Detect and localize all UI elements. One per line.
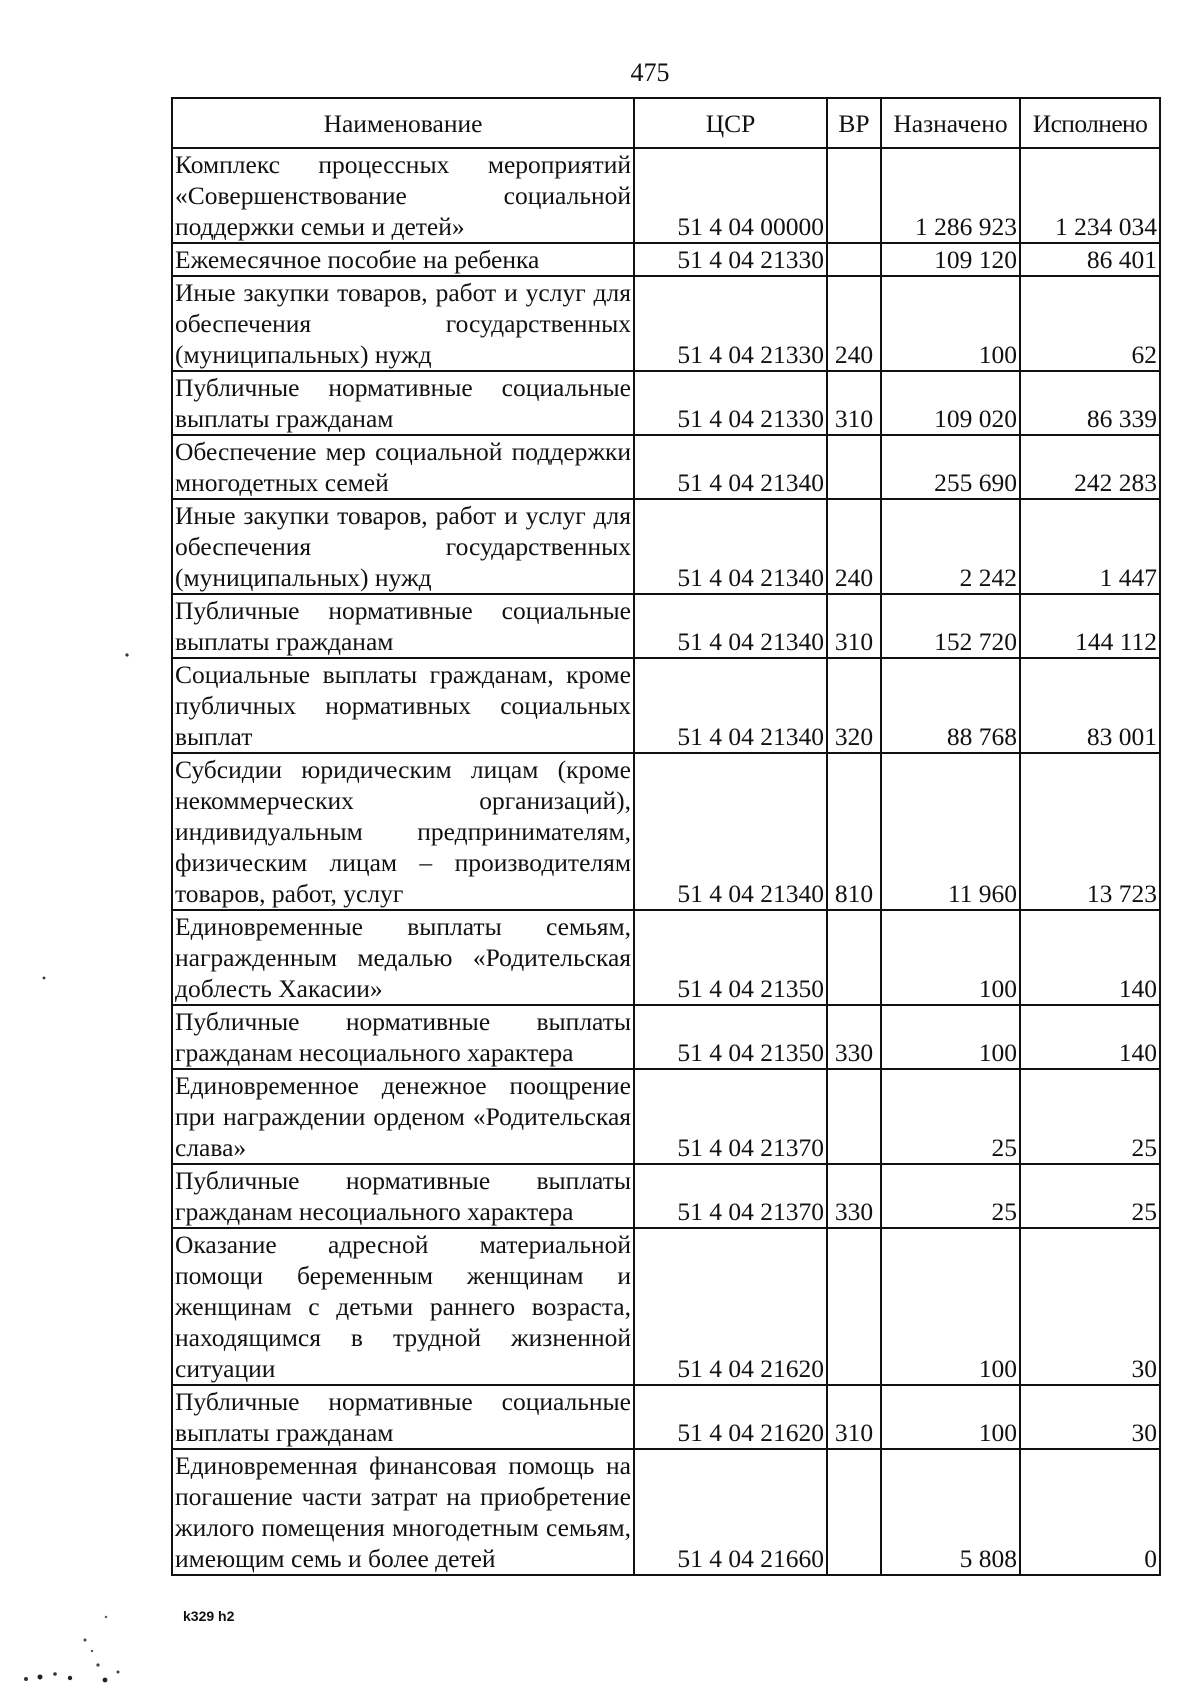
row-csr-cell: 51 4 04 21620 (634, 1228, 827, 1385)
row-planned-cell: 255 690 (881, 435, 1020, 499)
header-vr: ВР (827, 98, 881, 148)
row-planned-cell: 100 (881, 276, 1020, 371)
page-number: 475 (630, 58, 670, 87)
row-planned-cell: 152 720 (881, 594, 1020, 658)
row-name-cell: Иные закупки товаров, работ и услуг для обеспечения государственных (муниципальных) нужд (172, 276, 634, 371)
row-executed-cell: 140 (1020, 1005, 1160, 1069)
row-executed-cell: 1 234 034 (1020, 148, 1160, 243)
row-planned-cell: 25 (881, 1164, 1020, 1228)
row-planned-cell: 100 (881, 1385, 1020, 1449)
row-executed-cell: 25 (1020, 1069, 1160, 1164)
row-vr-cell: 310 (827, 1385, 881, 1449)
row-planned-cell: 100 (881, 1005, 1020, 1069)
row-csr-cell: 51 4 04 21330 (634, 243, 827, 276)
header-planned: Назначено (881, 98, 1020, 148)
row-name-cell: Публичные нормативные выплаты гражданам несоциального характера (172, 1005, 634, 1069)
row-planned-cell: 2 242 (881, 499, 1020, 594)
row-planned-cell: 25 (881, 1069, 1020, 1164)
row-executed-cell: 83 001 (1020, 658, 1160, 753)
row-vr-cell: 310 (827, 371, 881, 435)
row-executed-cell: 86 401 (1020, 243, 1160, 276)
row-executed-cell: 0 (1020, 1449, 1160, 1575)
row-executed-cell: 30 (1020, 1385, 1160, 1449)
row-csr-cell: 51 4 04 21370 (634, 1164, 827, 1228)
header-csr: ЦСР (634, 98, 827, 148)
row-name-cell: Публичные нормативные социальные выплаты гражданам (172, 1385, 634, 1449)
row-executed-cell: 13 723 (1020, 753, 1160, 910)
row-name-cell: Субсидии юридическим лицам (кроме некоммерческих организаций), индивидуальным предпринимателям, физическим лицам – производителям товаров, работ, услуг (172, 753, 634, 910)
row-executed-cell: 30 (1020, 1228, 1160, 1385)
row-executed-cell: 242 283 (1020, 435, 1160, 499)
row-name-cell: Иные закупки товаров, работ и услуг для обеспечения государственных (муниципальных) нужд (172, 499, 634, 594)
row-planned-cell: 88 768 (881, 658, 1020, 753)
header-executed: Исполнено (1020, 98, 1160, 148)
row-planned-cell: 100 (881, 1228, 1020, 1385)
row-planned-cell: 109 120 (881, 243, 1020, 276)
row-planned-cell: 1 286 923 (881, 148, 1020, 243)
row-csr-cell: 51 4 04 21340 (634, 435, 827, 499)
row-vr-cell: 320 (827, 658, 881, 753)
row-csr-cell: 51 4 04 21350 (634, 910, 827, 1005)
row-csr-cell: 51 4 04 21340 (634, 753, 827, 910)
row-csr-cell: 51 4 04 21340 (634, 499, 827, 594)
row-planned-cell: 109 020 (881, 371, 1020, 435)
row-vr-cell: 330 (827, 1005, 881, 1069)
row-executed-cell: 1 447 (1020, 499, 1160, 594)
row-name-cell: Ежемесячное пособие на ребенка (172, 243, 634, 276)
row-name-cell: Единовременные выплаты семьям, награжденным медалью «Родительская доблесть Хакасии» (172, 910, 634, 1005)
row-csr-cell: 51 4 04 21330 (634, 371, 827, 435)
row-planned-cell: 5 808 (881, 1449, 1020, 1575)
row-executed-cell: 86 339 (1020, 371, 1160, 435)
row-name-cell: Обеспечение мер социальной поддержки многодетных семей (172, 435, 634, 499)
row-csr-cell: 51 4 04 21350 (634, 1005, 827, 1069)
row-vr-cell: 310 (827, 594, 881, 658)
row-executed-cell: 62 (1020, 276, 1160, 371)
row-name-cell: Социальные выплаты гражданам, кроме публичных нормативных социальных выплат (172, 658, 634, 753)
row-vr-cell: 240 (827, 276, 881, 371)
row-vr-cell: 240 (827, 499, 881, 594)
row-csr-cell: 51 4 04 21370 (634, 1069, 827, 1164)
row-name-cell: Единовременное денежное поощрение при награждении орденом «Родительская слава» (172, 1069, 634, 1164)
row-planned-cell: 11 960 (881, 753, 1020, 910)
row-name-cell: Оказание адресной материальной помощи беременным женщинам и женщинам с детьми раннего возраста, находящимся в трудной жизненной ситуации (172, 1228, 634, 1385)
row-executed-cell: 140 (1020, 910, 1160, 1005)
row-executed-cell: 144 112 (1020, 594, 1160, 658)
row-csr-cell: 51 4 04 21660 (634, 1449, 827, 1575)
row-csr-cell: 51 4 04 21340 (634, 658, 827, 753)
row-csr-cell: 51 4 04 21330 (634, 276, 827, 371)
row-name-cell: Публичные нормативные социальные выплаты гражданам (172, 371, 634, 435)
row-csr-cell: 51 4 04 21340 (634, 594, 827, 658)
row-csr-cell: 51 4 04 00000 (634, 148, 827, 243)
row-vr-cell: 810 (827, 753, 881, 910)
row-executed-cell: 25 (1020, 1164, 1160, 1228)
row-planned-cell: 100 (881, 910, 1020, 1005)
row-name-cell: Комплекс процессных мероприятий «Совершенствование социальной поддержки семьи и детей» (172, 148, 634, 243)
row-vr-cell: 330 (827, 1164, 881, 1228)
row-name-cell: Публичные нормативные социальные выплаты гражданам (172, 594, 634, 658)
row-name-cell: Публичные нормативные выплаты гражданам несоциального характера (172, 1164, 634, 1228)
row-csr-cell: 51 4 04 21620 (634, 1385, 827, 1449)
row-name-cell: Единовременная финансовая помощь на погашение части затрат на приобретение жилого помещения многодетным семьям, имеющим семь и более детей (172, 1449, 634, 1575)
footer-code: k329 h2 (183, 1608, 235, 1624)
header-name: Наименование (172, 98, 634, 148)
